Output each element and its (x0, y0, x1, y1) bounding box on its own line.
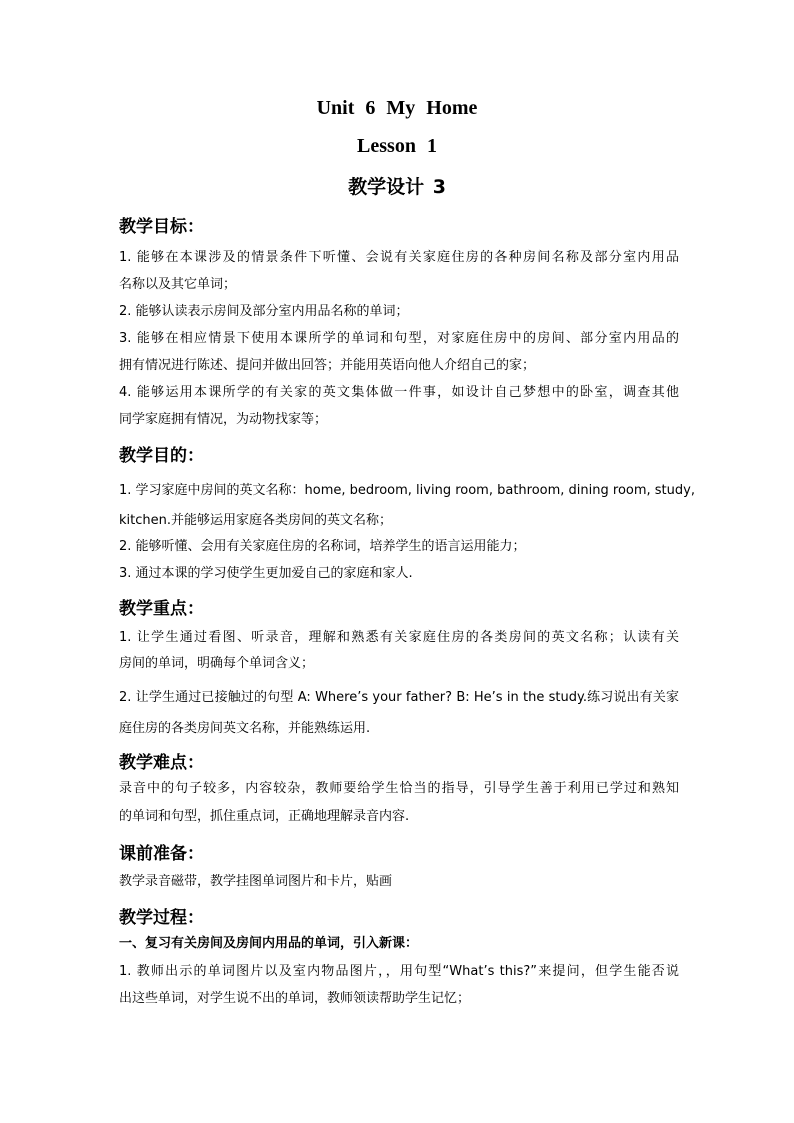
lesson-title: Lesson 1 (357, 135, 437, 157)
section-heading-goals: 教学目标： (119, 217, 204, 237)
section-heading-aims: 教学目的： (119, 446, 204, 466)
aims-line: 1. 学习家庭中房间的英文名称：home, bedroom, living room, bathroom, dining room, study, (119, 483, 695, 498)
aims-line: 3. 通过本课的学习使学生更加爱自己的家庭和家人. (119, 566, 413, 581)
goals-line: 名称以及其它单词； (119, 277, 237, 292)
aims-line: kitchen.并能够运用家庭各类房间的英文名称； (119, 513, 392, 528)
section-heading-difficulties: 教学难点： (119, 753, 204, 773)
goals-line: 1. 能够在本课涉及的情景条件下听懂、会说有关家庭住房的各种房间名称及部分室内用品 (119, 250, 679, 265)
goals-line: 3. 能够在相应情景下使用本课所学的单词和句型，对家庭住房中的房间、部分室内用品的 (119, 331, 679, 346)
section-heading-process: 教学过程： (119, 908, 204, 928)
key-points-line: 1. 让学生通过看图、听录音，理解和熟悉有关家庭住房的各类房间的英文名称；认读有关 (119, 630, 679, 645)
aims-line: 2. 能够听懂、会用有关家庭住房的名称词，培养学生的语言运用能力； (119, 539, 526, 554)
design-title: 教学设计 3 (348, 176, 446, 198)
section-heading-key-points: 教学重点： (119, 599, 204, 619)
difficulties-line: 的单词和句型，抓住重点词，正确地理解录音内容. (119, 809, 410, 824)
difficulties-line: 录音中的句子较多，内容较杂，教师要给学生恰当的指导，引导学生善于利用已学过和熟知 (119, 781, 679, 796)
key-points-line: 2. 让学生通过已接触过的句型 A: Where’s your father? B: He’s in the study.练习说出有关家 (119, 690, 679, 705)
process-line: 1. 教师出示的单词图片以及室内物品图片，，用句型“What’s this?”来提问，但学生能否说 (119, 964, 679, 979)
process-subheading: 一、复习有关房间及房间内用品的单词，引入新课： (119, 936, 419, 951)
goals-line: 4. 能够运用本课所学的有关家的英文集体做一件事，如设计自己梦想中的卧室，调查其他 (119, 385, 679, 400)
goals-line: 拥有情况进行陈述、提问并做出回答；并能用英语向他人介绍自己的家； (119, 358, 536, 373)
preparation-line: 教学录音磁带，教学挂图单词图片和卡片，贴画 (119, 874, 393, 889)
goals-line: 同学家庭拥有情况，为动物找家等； (119, 412, 328, 427)
key-points-line: 房间的单词，明确每个单词含义； (119, 656, 315, 671)
section-heading-preparation: 课前准备： (119, 844, 204, 864)
unit-title: Unit 6 My Home (316, 97, 478, 119)
goals-line: 2. 能够认读表示房间及部分室内用品名称的单词； (119, 304, 409, 319)
process-line: 出这些单词，对学生说不出的单词，教师领读帮助学生记忆； (119, 991, 471, 1006)
key-points-line: 庭住房的各类房间英文名称，并能熟练运用. (119, 721, 371, 736)
